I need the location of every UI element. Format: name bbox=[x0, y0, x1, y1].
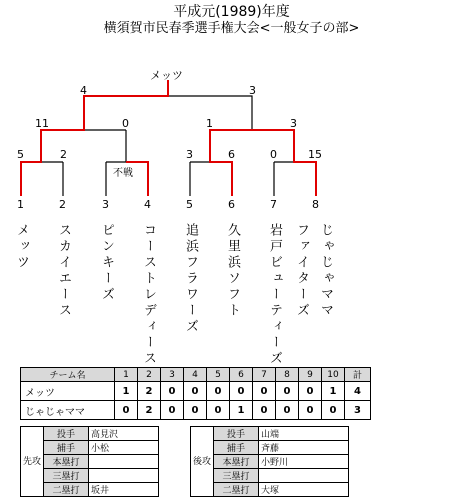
total-score: 3 bbox=[345, 401, 371, 420]
player-name bbox=[89, 469, 159, 483]
inning-score: 0 bbox=[207, 382, 230, 401]
role-label: 二塁打 bbox=[214, 483, 259, 497]
inning-score: 2 bbox=[138, 382, 161, 401]
player-name: 大塚 bbox=[259, 483, 349, 497]
qf3-right-score: 6 bbox=[228, 148, 235, 161]
team-name: じゃじゃママ bbox=[318, 223, 333, 319]
inning-score: 0 bbox=[161, 401, 184, 420]
semi1-right-score: 0 bbox=[122, 117, 129, 130]
role-label: 三塁打 bbox=[214, 469, 259, 483]
team-seed: 6 bbox=[228, 198, 235, 211]
inning-score: 0 bbox=[276, 382, 299, 401]
winner-path bbox=[252, 130, 316, 196]
role-label: 捕手 bbox=[214, 441, 259, 455]
semi2-right-score: 3 bbox=[290, 117, 297, 130]
table-row bbox=[21, 401, 371, 420]
second-team-players-table bbox=[190, 426, 349, 497]
table-row bbox=[21, 382, 371, 401]
team-name: コーストレディース bbox=[141, 223, 156, 367]
total-score: 4 bbox=[345, 382, 371, 401]
team-name: スカイエース bbox=[56, 223, 71, 319]
player-name bbox=[89, 455, 159, 469]
role-label: 本塁打 bbox=[214, 455, 259, 469]
team-name: ファイターズ bbox=[294, 223, 309, 319]
team-seed: 4 bbox=[144, 198, 151, 211]
header-inning: 2 bbox=[138, 368, 161, 382]
side-label: 先攻 bbox=[21, 427, 44, 497]
header-inning: 3 bbox=[161, 368, 184, 382]
team-name: メッツ bbox=[14, 223, 29, 271]
qf1-left-score: 5 bbox=[17, 148, 24, 161]
table-row bbox=[191, 427, 349, 441]
inning-score: 0 bbox=[184, 401, 207, 420]
role-label: 投手 bbox=[214, 427, 259, 441]
champion-label: メッツ bbox=[150, 69, 183, 82]
header-inning: 8 bbox=[276, 368, 299, 382]
inning-score: 0 bbox=[115, 401, 138, 420]
row-team: じゃじゃママ bbox=[21, 401, 115, 420]
inning-score: 0 bbox=[276, 401, 299, 420]
role-label: 投手 bbox=[44, 427, 89, 441]
inning-score: 1 bbox=[322, 382, 345, 401]
bracket-line bbox=[106, 130, 126, 162]
player-name: 高見沢 bbox=[89, 427, 159, 441]
inning-score: 0 bbox=[184, 382, 207, 401]
first-team-players-table bbox=[20, 426, 159, 497]
team-seed: 3 bbox=[102, 198, 109, 211]
header-inning: 1 bbox=[115, 368, 138, 382]
team-name: ピンキーズ bbox=[99, 223, 114, 303]
row-team: メッツ bbox=[21, 382, 115, 401]
page-title: 平成元(1989)年度 bbox=[173, 4, 290, 20]
role-label: 本塁打 bbox=[44, 455, 89, 469]
inning-score: 0 bbox=[230, 382, 253, 401]
team-seed: 5 bbox=[186, 198, 193, 211]
qf1-right-score: 2 bbox=[60, 148, 67, 161]
side-label: 後攻 bbox=[191, 427, 214, 497]
header-team: チーム名 bbox=[21, 368, 115, 382]
team-name: 岩戸ビューティーズ bbox=[267, 223, 282, 367]
role-label: 三塁打 bbox=[44, 469, 89, 483]
player-name: 坂井 bbox=[89, 483, 159, 497]
team-seed: 7 bbox=[270, 198, 277, 211]
header-inning: 10 bbox=[322, 368, 345, 382]
header-inning: 6 bbox=[230, 368, 253, 382]
inning-score: 0 bbox=[253, 401, 276, 420]
player-name: 小野川 bbox=[259, 455, 349, 469]
header-inning: 9 bbox=[299, 368, 322, 382]
qf4-left-score: 0 bbox=[270, 148, 277, 161]
scoreboard-table bbox=[20, 367, 371, 420]
winner-path bbox=[210, 130, 252, 196]
table-row bbox=[21, 427, 159, 441]
table-row bbox=[191, 455, 349, 469]
final-left-score: 4 bbox=[80, 84, 87, 97]
semi1-left-score: 11 bbox=[35, 117, 49, 130]
player-name bbox=[259, 469, 349, 483]
inning-score: 1 bbox=[230, 401, 253, 420]
inning-score: 2 bbox=[138, 401, 161, 420]
team-seed: 8 bbox=[312, 198, 319, 211]
header-inning: 5 bbox=[207, 368, 230, 382]
winner-path bbox=[21, 80, 168, 196]
header-inning: 4 bbox=[184, 368, 207, 382]
qf2-forfeit-note: 不戦 bbox=[113, 168, 133, 179]
team-seed: 2 bbox=[59, 198, 66, 211]
player-name: 山端 bbox=[259, 427, 349, 441]
table-row bbox=[191, 483, 349, 497]
team-name: 久里浜ソフト bbox=[225, 223, 240, 319]
team-name: 追浜フラワーズ bbox=[183, 223, 198, 335]
role-label: 捕手 bbox=[44, 441, 89, 455]
inning-score: 0 bbox=[299, 401, 322, 420]
scoreboard-header-row bbox=[21, 368, 371, 382]
qf4-right-score: 15 bbox=[308, 148, 322, 161]
inning-score: 1 bbox=[115, 382, 138, 401]
semi2-left-score: 1 bbox=[206, 117, 213, 130]
role-label: 二塁打 bbox=[44, 483, 89, 497]
team-seed: 1 bbox=[17, 198, 24, 211]
table-row bbox=[191, 441, 349, 455]
inning-score: 0 bbox=[207, 401, 230, 420]
inning-score: 0 bbox=[299, 382, 322, 401]
final-right-score: 3 bbox=[249, 84, 256, 97]
inning-score: 0 bbox=[161, 382, 184, 401]
header-total: 計 bbox=[345, 368, 371, 382]
inning-score: 0 bbox=[253, 382, 276, 401]
table-row bbox=[191, 469, 349, 483]
inning-score: 0 bbox=[322, 401, 345, 420]
page-subtitle: 横須賀市民春季選手権大会<一般女子の部> bbox=[103, 21, 360, 36]
header-inning: 7 bbox=[253, 368, 276, 382]
player-name: 斉藤 bbox=[259, 441, 349, 455]
qf3-left-score: 3 bbox=[186, 148, 193, 161]
player-name: 小松 bbox=[89, 441, 159, 455]
